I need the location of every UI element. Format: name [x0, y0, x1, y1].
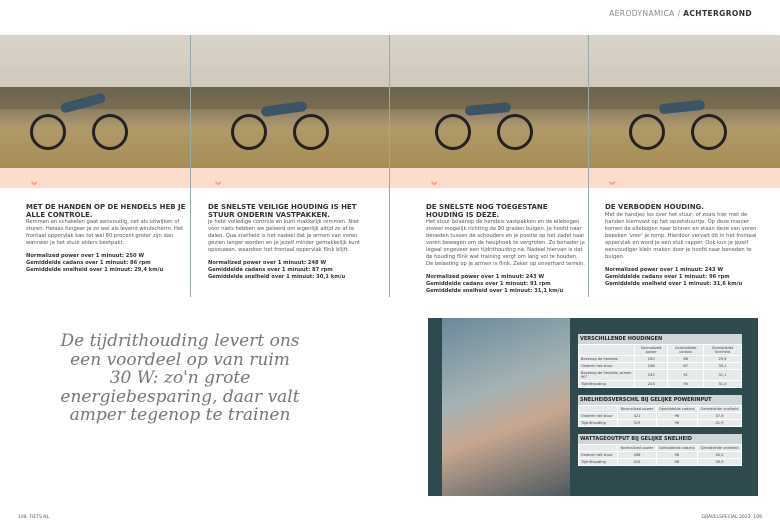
chevron-down-icon: ⌄	[606, 171, 619, 189]
column-2	[208, 204, 370, 281]
chevron-down-icon: ⌄	[28, 171, 41, 189]
cell: 96	[656, 452, 697, 459]
col-header: Gemiddelde Snelheid	[704, 345, 742, 356]
photo-hands-on-handlebar	[442, 318, 570, 496]
column-body: Het stuur bovenop de hendels vastpakken en de ellebogen zoveel mogelijk richting de 90 graden buigen. Je hoofd naar beneden tussen de schouders en je positie op het zadel naar voren bewegen om de heuphoek te vergroten. Zo benader je legaal ongeveer een tijdrithouding na. Nadeel hiervan is dat de houding flink wat training vergt om lang vol te houden. De belasting op je armen is flink. Zeker op onverhard terrein.	[426, 219, 585, 267]
cell: 29,4	[704, 356, 742, 363]
cell: 90	[668, 381, 704, 388]
col-header: Normalized power	[618, 445, 656, 452]
cell: Bovenop de hendels	[579, 356, 635, 363]
cell: 243	[635, 370, 668, 381]
table-row	[579, 363, 742, 370]
table-row	[579, 420, 742, 427]
divider	[389, 35, 390, 297]
stat: Gemiddelde cadans over 1 minuut: 91 rpm	[426, 281, 551, 287]
cell: Tijdrithouding	[579, 381, 635, 388]
separator: /	[677, 9, 681, 18]
photo-hoods-arms-90	[390, 35, 588, 168]
cell: 31,0	[704, 381, 742, 388]
page-number: 108	[18, 515, 27, 520]
cell: 37,8	[698, 413, 742, 420]
cell: 243	[635, 381, 668, 388]
footer-issue: GRAVELSPECIAL 2023	[701, 515, 751, 520]
table-row	[579, 413, 742, 420]
table-row	[579, 452, 742, 459]
cell: 39,9	[698, 459, 742, 466]
table-title: SNELHEIDSVERSCHIL BIJ GELIJKE POWERINPUT	[578, 395, 742, 405]
col-header: Normalized power	[635, 345, 668, 356]
cell: Tijdrithouding	[579, 459, 618, 466]
stat: Normalized power over 1 minuut: 243 W	[426, 274, 545, 280]
table-title: WATTAGEOUTPUT BIJ GELIJKE SNELHEID	[578, 434, 742, 444]
column-3	[426, 204, 586, 295]
table-row	[579, 356, 742, 363]
col-header: Normalized power	[618, 406, 656, 413]
stat: Normalized power over 1 minuut: 248 W	[208, 260, 327, 266]
photo-hands-on-hoods	[0, 35, 190, 168]
column-4	[605, 204, 765, 288]
divider	[190, 35, 191, 297]
col-header: Gemiddelde snelheid	[698, 406, 742, 413]
section-label: AERODYNAMICA	[609, 9, 675, 18]
cell: 87	[668, 363, 704, 370]
footer-right	[702, 515, 762, 520]
stat: Gemiddelde cadans over 1 minuut: 86 rpm	[26, 260, 151, 266]
photo-drops	[191, 35, 389, 168]
pull-quote: De tijdrithouding levert ons een voordeel op van ruim 30 W: zo'n grote energiebesparing, daar valt amper tegenop te trainen	[60, 331, 300, 425]
stat: Gemiddelde snelheid over 1 minuut: 31,6 km/u	[605, 280, 743, 287]
chevron-down-icon: ⌄	[428, 171, 441, 189]
cell: 96	[656, 420, 697, 427]
stat: Normalized power over 1 minuut: 250 W	[26, 253, 145, 259]
col-header: Gemiddelde snelheid	[698, 445, 742, 452]
column-heading: MET DE HANDEN OP DE HENDELS HEB JE ALLE CONTROLE.	[26, 203, 186, 219]
column-body: Remmen en schakelen gaat eenvoudig, net als uitwijken of sturen. Helaas fungeer je zo wel als levend windscherm. Het frontaal oppervlak kan tot wel 80 procent groter zijn dan wanneer je het stuur elders beetpakt.	[26, 219, 184, 246]
chevron-down-icon: ⌄	[212, 171, 225, 189]
cell: 91	[668, 370, 704, 381]
divider	[588, 35, 589, 297]
cell: Onderin het stuur	[579, 363, 635, 370]
stat: Gemiddelde snelheid over 1 minuut: 30,1 km/u	[208, 274, 346, 280]
footer-site: FIETS.NL	[29, 515, 50, 520]
table-title: VERSCHILLENDE HOUDINGEN	[578, 334, 742, 344]
cell: 31,1	[704, 370, 742, 381]
column-1	[26, 204, 186, 274]
cell: 96	[656, 413, 697, 420]
cell: 40,2	[698, 452, 742, 459]
subsection-label: ACHTERGROND	[683, 9, 752, 18]
section-header	[609, 9, 752, 18]
col-header: Gemiddelde cadans	[656, 445, 697, 452]
cell: Bovenop de hendels, armen 90°	[579, 370, 635, 381]
col-header: Gemiddelde cadans	[668, 345, 704, 356]
column-body: Met de handjes los over het stuur, of zoals hier met de handen klemvast op het opzetstuurtje. Op deze manier komen de ellebogen naar binnen en staan deze van voren bekeken 'voor' je romp. Hierdoor vervalt dit in het frontaal oppervlak en word je een stuk rapper. Ook kun je jezelf eenvoudiger klein maken door je hoofd naar beneden te buigen.	[605, 211, 757, 260]
stat: Gemiddelde cadans over 1 minuut: 96 rpm	[605, 273, 730, 280]
cell: 415	[618, 459, 656, 466]
footer-left	[18, 515, 49, 520]
table-row	[579, 370, 742, 381]
col-header: Gemiddelde cadans	[656, 406, 697, 413]
stat: Normalized power over 1 minuut: 243 W	[605, 266, 724, 273]
cell: Tijdrithouding	[579, 420, 618, 427]
cell: Onderin het stuur	[579, 413, 618, 420]
cell: 96	[656, 459, 697, 466]
stat: Gemiddelde snelheid over 1 minuut: 31,1 km/u	[426, 288, 564, 294]
cell: 86	[668, 356, 704, 363]
cell: 41,9	[698, 420, 742, 427]
accent-band	[0, 168, 780, 188]
photo-forbidden-position	[589, 35, 780, 168]
cell: 448	[618, 452, 656, 459]
column-body: Je hebt volledige controle en kunt makkelijk remmen. Niet voor niets hebben we geleerd om eigenlijk altijd zo af te dalen. Qua snelheid is het nadeel dat je armen van voren gezien langer worden en je jezelf minder gemakkelijk kunt opvouwen, waardoor het frontaal oppervlak flink blijft.	[208, 219, 360, 253]
column-heading: DE SNELSTE VEILIGE HOUDING IS HET STUUR ONDERIN VASTPAKKEN.	[208, 203, 357, 219]
cell: 421	[618, 413, 656, 420]
table-row	[579, 459, 742, 466]
table-speed-difference	[578, 395, 742, 427]
tables	[578, 334, 742, 473]
column-heading: DE VERBODEN HOUDING.	[605, 203, 704, 211]
page-number: 109	[753, 515, 762, 520]
cell: 419	[618, 420, 656, 427]
stat: Gemiddelde snelheid over 1 minuut: 29,4 km/u	[26, 267, 164, 273]
cell: 250	[635, 356, 668, 363]
column-heading: DE SNELSTE NOG TOEGESTANE HOUDING IS DEZE.	[426, 203, 548, 219]
cell: Onderin het stuur	[579, 452, 618, 459]
cell: 30,1	[704, 363, 742, 370]
table-row	[579, 381, 742, 388]
cell: 248	[635, 363, 668, 370]
table-positions	[578, 334, 742, 388]
table-wattage-output	[578, 434, 742, 466]
stat: Gemiddelde cadans over 1 minuut: 87 rpm	[208, 267, 333, 273]
